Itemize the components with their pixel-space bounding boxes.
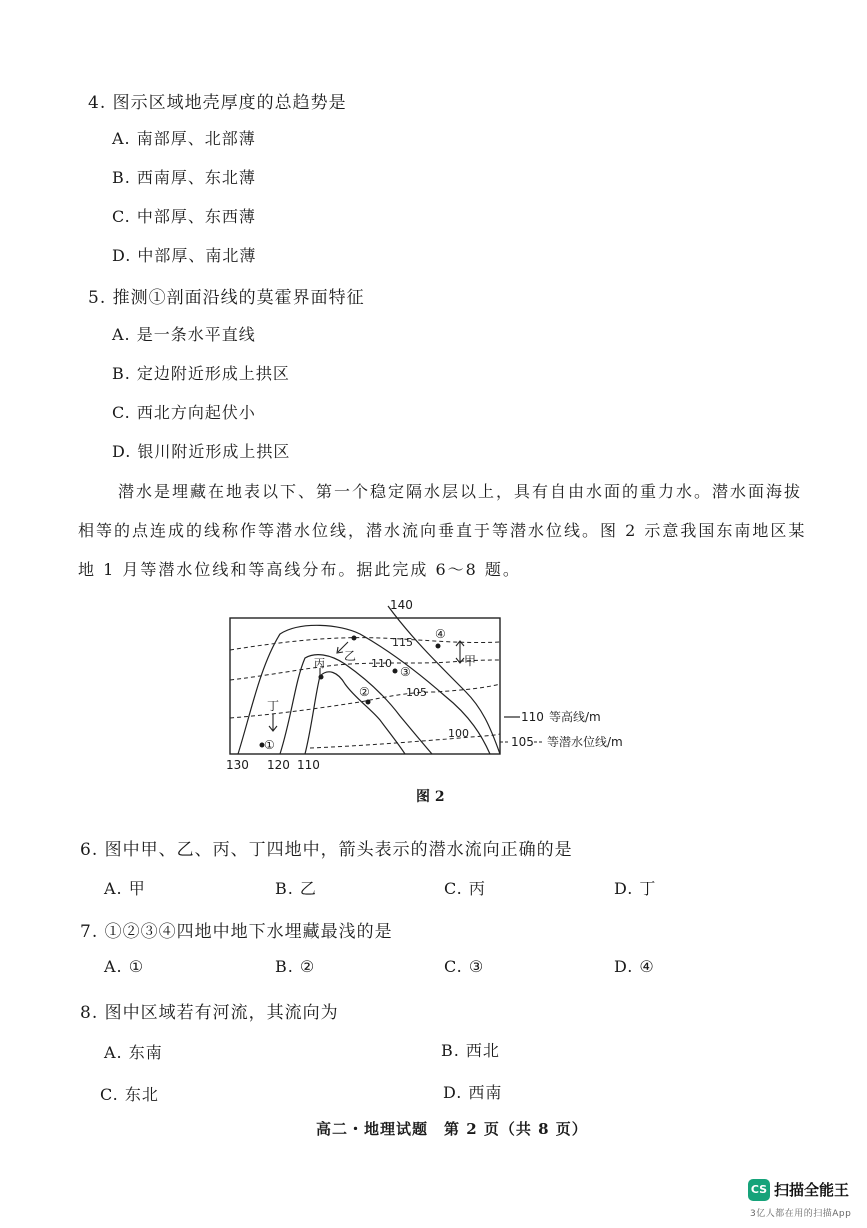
q5-option-b: B. 定边附近形成上拱区 <box>112 364 290 383</box>
q4-option-d: D. 中部厚、南北薄 <box>112 246 257 265</box>
q8-stem: 8. 图中区域若有河流，其流向为 <box>80 1003 339 1023</box>
q7-option-c: C. ③ <box>444 957 485 976</box>
camscanner-tagline: 3亿人都在用的扫描App <box>750 1209 852 1219</box>
page-footer: 高二・地理试题 第 2 页（共 8 页） <box>316 1120 588 1138</box>
q5-stem: 5. 推测①剖面沿线的莫霍界面特征 <box>88 288 365 308</box>
passage-line-3: 地 1 月等潜水位线和等高线分布。据此完成 6～8 题。 <box>78 560 521 579</box>
water-label-100: 100 <box>448 727 469 740</box>
q8-option-a: A. 东南 <box>104 1043 163 1062</box>
contour-label-120: 120 <box>267 758 290 772</box>
label-point-3: ③ <box>400 665 411 679</box>
water-label-105: 105 <box>406 686 427 699</box>
legend-contour-value: 110 <box>521 710 544 724</box>
q5-option-a: A. 是一条水平直线 <box>112 325 256 344</box>
q8-option-b: B. 西北 <box>441 1041 500 1060</box>
q5-option-d: D. 银川附近形成上拱区 <box>112 442 291 461</box>
q4-option-a: A. 南部厚、北部薄 <box>112 129 256 148</box>
water-label-110: 110 <box>371 657 392 670</box>
q6-option-d: D. 丁 <box>614 879 657 898</box>
label-jia: 甲 <box>464 654 477 668</box>
label-bing: 丙 <box>314 657 325 670</box>
q4-option-b: B. 西南厚、东北薄 <box>112 168 256 187</box>
q7-option-b: B. ② <box>275 957 316 976</box>
label-point-2: ② <box>359 685 370 699</box>
label-ding: 丁 <box>267 699 280 713</box>
label-point-1: ① <box>264 738 275 752</box>
contour-label-130: 130 <box>226 758 249 772</box>
contour-label-140: 140 <box>390 598 413 612</box>
legend-water-value: 105 <box>511 735 534 749</box>
passage-line-2: 相等的点连成的线称作等潜水位线，潜水流向垂直于等潜水位线。图 2 示意我国东南地区某 <box>78 521 807 540</box>
q4-option-c: C. 中部厚、东西薄 <box>112 207 256 226</box>
contour-label-110: 110 <box>297 758 320 772</box>
label-point-4: ④ <box>435 627 446 641</box>
q5-option-c: C. 西北方向起伏小 <box>112 403 256 422</box>
q6-option-a: A. 甲 <box>104 879 146 898</box>
q7-option-a: A. ① <box>104 957 145 976</box>
passage-line-1: 潜水是埋藏在地表以下、第一个稳定隔水层以上，具有自由水面的重力水。潜水面海拔 <box>118 482 803 501</box>
camscanner-name: 扫描全能王 <box>774 1181 850 1199</box>
groundwater-contour-map <box>220 596 660 778</box>
q6-stem: 6. 图中甲、乙、丙、丁四地中，箭头表示的潜水流向正确的是 <box>80 840 573 860</box>
q6-option-b: B. 乙 <box>275 879 317 898</box>
label-yi: 乙 <box>344 649 357 663</box>
legend-contour-text: 等高线/m <box>549 710 601 724</box>
water-label-115: 115 <box>392 636 413 649</box>
q8-option-c: C. 东北 <box>100 1085 159 1104</box>
q7-option-d: D. ④ <box>614 957 655 976</box>
q7-stem: 7. ①②③④四地中地下水埋藏最浅的是 <box>80 922 393 942</box>
figure-caption: 图 2 <box>416 789 445 805</box>
camscanner-logo: CS <box>748 1179 770 1201</box>
q8-option-d: D. 西南 <box>443 1083 503 1102</box>
legend-water-text: 等潜水位线/m <box>547 735 623 749</box>
q4-stem: 4. 图示区域地壳厚度的总趋势是 <box>88 93 347 113</box>
q6-option-c: C. 丙 <box>444 879 486 898</box>
